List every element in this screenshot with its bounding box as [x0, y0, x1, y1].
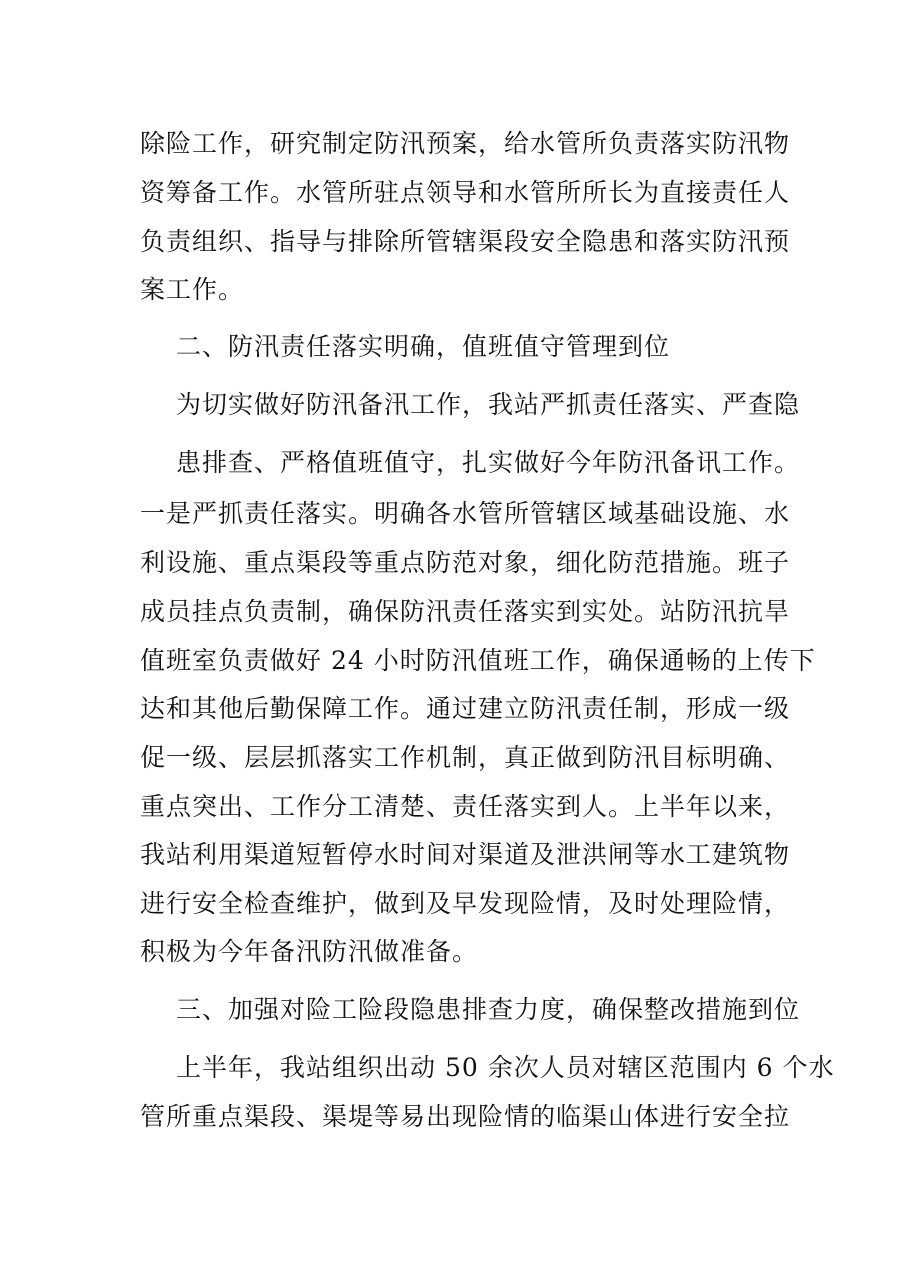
paragraph-line: 患排查、严格值班值守，扎实做好今年防汛备讯工作。 — [176, 448, 801, 477]
paragraph-line: 进行安全检查维护，做到及早发现险情，及时处理险情， — [140, 889, 791, 918]
paragraph-line: 为切实做好防汛备汛工作，我站严抓责任落实、严查隐 — [176, 390, 801, 419]
section-heading-3: 三、加强对险工险段隐患排查力度，确保整改措施到位 — [176, 995, 801, 1024]
paragraph-line: 除险工作，研究制定防汛预案，给水管所负责落实防汛物 — [140, 129, 791, 158]
paragraph-line: 上半年，我站组织出动 50 余次人员对辖区范围内 6 个水 — [176, 1053, 835, 1082]
paragraph-line: 成员挂点负责制，确保防汛责任落实到实处。站防汛抗旱 — [140, 597, 791, 626]
paragraph-line: 达和其他后勤保障工作。通过建立防汛责任制，形成一级 — [140, 694, 791, 723]
section-heading-2: 二、防汛责任落实明确，值班值守管理到位 — [176, 332, 671, 361]
paragraph-line: 促一级、层层抓落实工作机制，真正做到防汛目标明确、 — [140, 743, 791, 772]
paragraph-line: 资筹备工作。水管所驻点领导和水管所所长为直接责任人 — [140, 178, 791, 207]
paragraph-line: 管所重点渠段、渠堤等易出现险情的临渠山体进行安全拉 — [140, 1102, 791, 1131]
paragraph-line: 我站利用渠道短暂停水时间对渠道及泄洪闸等水工建筑物 — [140, 840, 791, 869]
paragraph-line: 一是严抓责任落实。明确各水管所管辖区域基础设施、水 — [140, 499, 791, 528]
paragraph-line: 重点突出、工作分工清楚、责任落实到人。上半年以来， — [140, 792, 791, 821]
paragraph-line: 利设施、重点渠段等重点防范对象，细化防范措施。班子 — [140, 548, 791, 577]
paragraph-line: 积极为今年备汛防汛做准备。 — [140, 937, 479, 966]
paragraph-line: 负责组织、指导与排除所管辖渠段安全隐患和落实防汛预 — [140, 227, 791, 256]
paragraph-line: 值班室负责做好 24 小时防汛值班工作，确保通畅的上传下 — [140, 646, 816, 675]
paragraph-line: 案工作。 — [140, 275, 245, 304]
